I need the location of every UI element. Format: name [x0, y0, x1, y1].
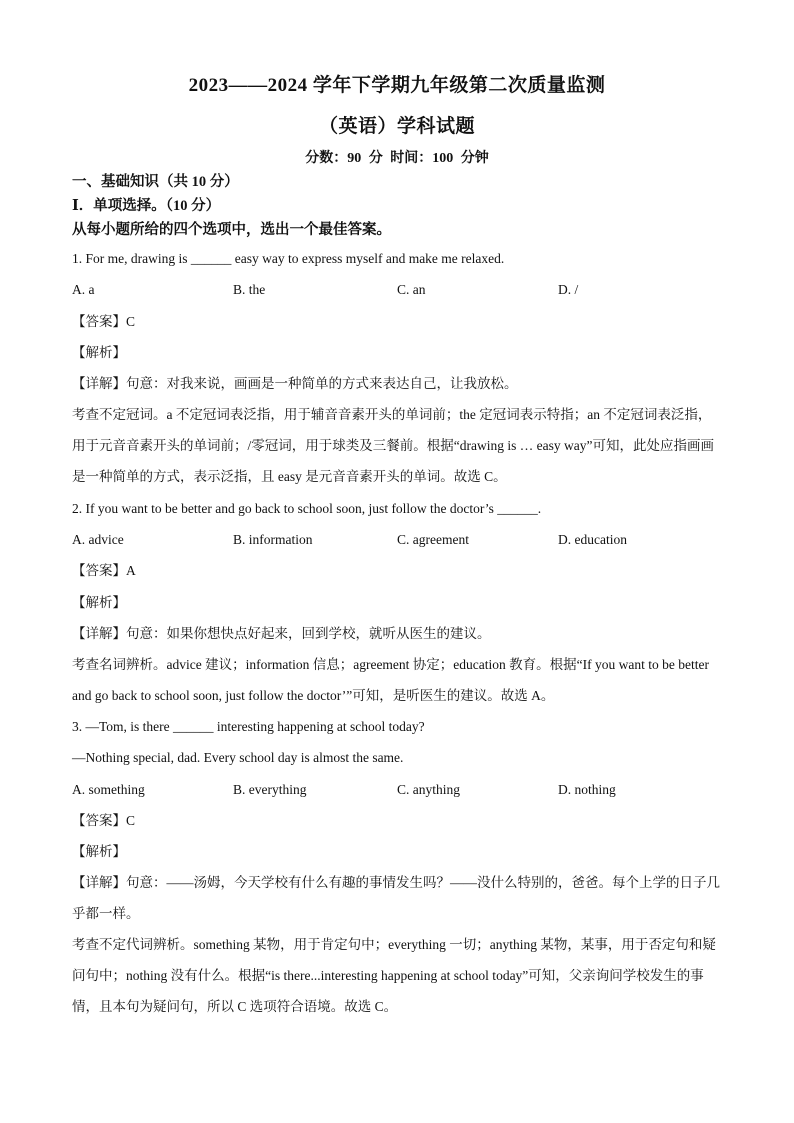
answer-label: 【答案】C	[72, 813, 136, 828]
explanation-text: 考查名词辨析。advice 建议；information 信息；agreement 协定；education 教育。根据“If you want to be better and go back to school soon, just follow the doctor’”可知，是听医生的建议。故选 A。	[72, 657, 709, 703]
explanation-text: 考查不定冠词。a 不定冠词表泛指，用于辅音音素开头的单词前；the 定冠词表示特指；an 不定冠词表泛指，用于元音音素开头的单词前；/零冠词，用于球类及三餐前。根据“drawing is … easy way”可知，此处应指画画是一种简单的方式，表示泛指，且 easy 是元音音素开头的单词。故选 C。	[72, 407, 714, 484]
detail-text: 【详解】句意：对我来说，画画是一种简单的方式来表达自己，让我放松。	[72, 376, 518, 391]
question-stem: 3. —Tom, is there ______ interesting happening at school today?	[72, 719, 425, 734]
exam-title: 2023——2024 学年下学期九年级第二次质量监测	[188, 75, 606, 96]
option-a: A. advice	[72, 532, 124, 547]
option-c: C. agreement	[397, 532, 469, 547]
part-heading: Ⅰ．单项选择。（10 分）	[72, 198, 221, 214]
option-b: B. the	[233, 282, 266, 297]
option-a: A. a	[72, 282, 95, 297]
detail-text: 【详解】句意：如果你想快点好起来，回到学校，就听从医生的建议。	[72, 626, 491, 641]
detail-text: 【详解】句意：——汤姆，今天学校有什么有趣的事情发生吗？——没什么特别的，爸爸。每个上学的日子几乎都一样。	[72, 875, 720, 921]
option-c: C. an	[397, 282, 426, 297]
question-stem: 1. For me, drawing is ______ easy way to express myself and make me relaxed.	[72, 251, 505, 266]
option-b: B. information	[233, 532, 313, 547]
question-stem: 2. If you want to be better and go back to school soon, just follow the doctor’s ______.	[72, 501, 542, 516]
explanation-text: 考查不定代词辨析。something 某物，用于肯定句中；everything 一切；anything 某物，某事，用于否定句和疑问句中；nothing 没有什么。根据“is there...interesting happening at school today”可知，父亲询问学校发生的事情，且本句为疑问句，所以 C 选项符合语境。故选 C。	[72, 937, 716, 1014]
option-b: B. everything	[233, 782, 307, 797]
question-reply: —Nothing special, dad. Every school day is almost the same.	[72, 750, 404, 765]
answer-label: 【答案】A	[72, 563, 136, 578]
analysis-label: 【解析】	[72, 595, 126, 610]
option-d: D. /	[558, 282, 579, 297]
answer-label: 【答案】C	[72, 314, 136, 329]
analysis-label: 【解析】	[72, 844, 126, 859]
option-a: A. something	[72, 782, 145, 797]
option-d: D. nothing	[558, 782, 616, 797]
option-d: D. education	[558, 532, 627, 547]
analysis-label: 【解析】	[72, 345, 126, 360]
instruction: 从每小题所给的四个选项中，选出一个最佳答案。	[72, 222, 391, 238]
section-heading: 一、基础知识（共 10 分）	[72, 174, 239, 190]
exam-meta: 分数：90 分 时间：100 分钟	[305, 151, 489, 166]
option-c: C. anything	[397, 782, 460, 797]
exam-subtitle: （英语）学科试题	[318, 116, 475, 137]
